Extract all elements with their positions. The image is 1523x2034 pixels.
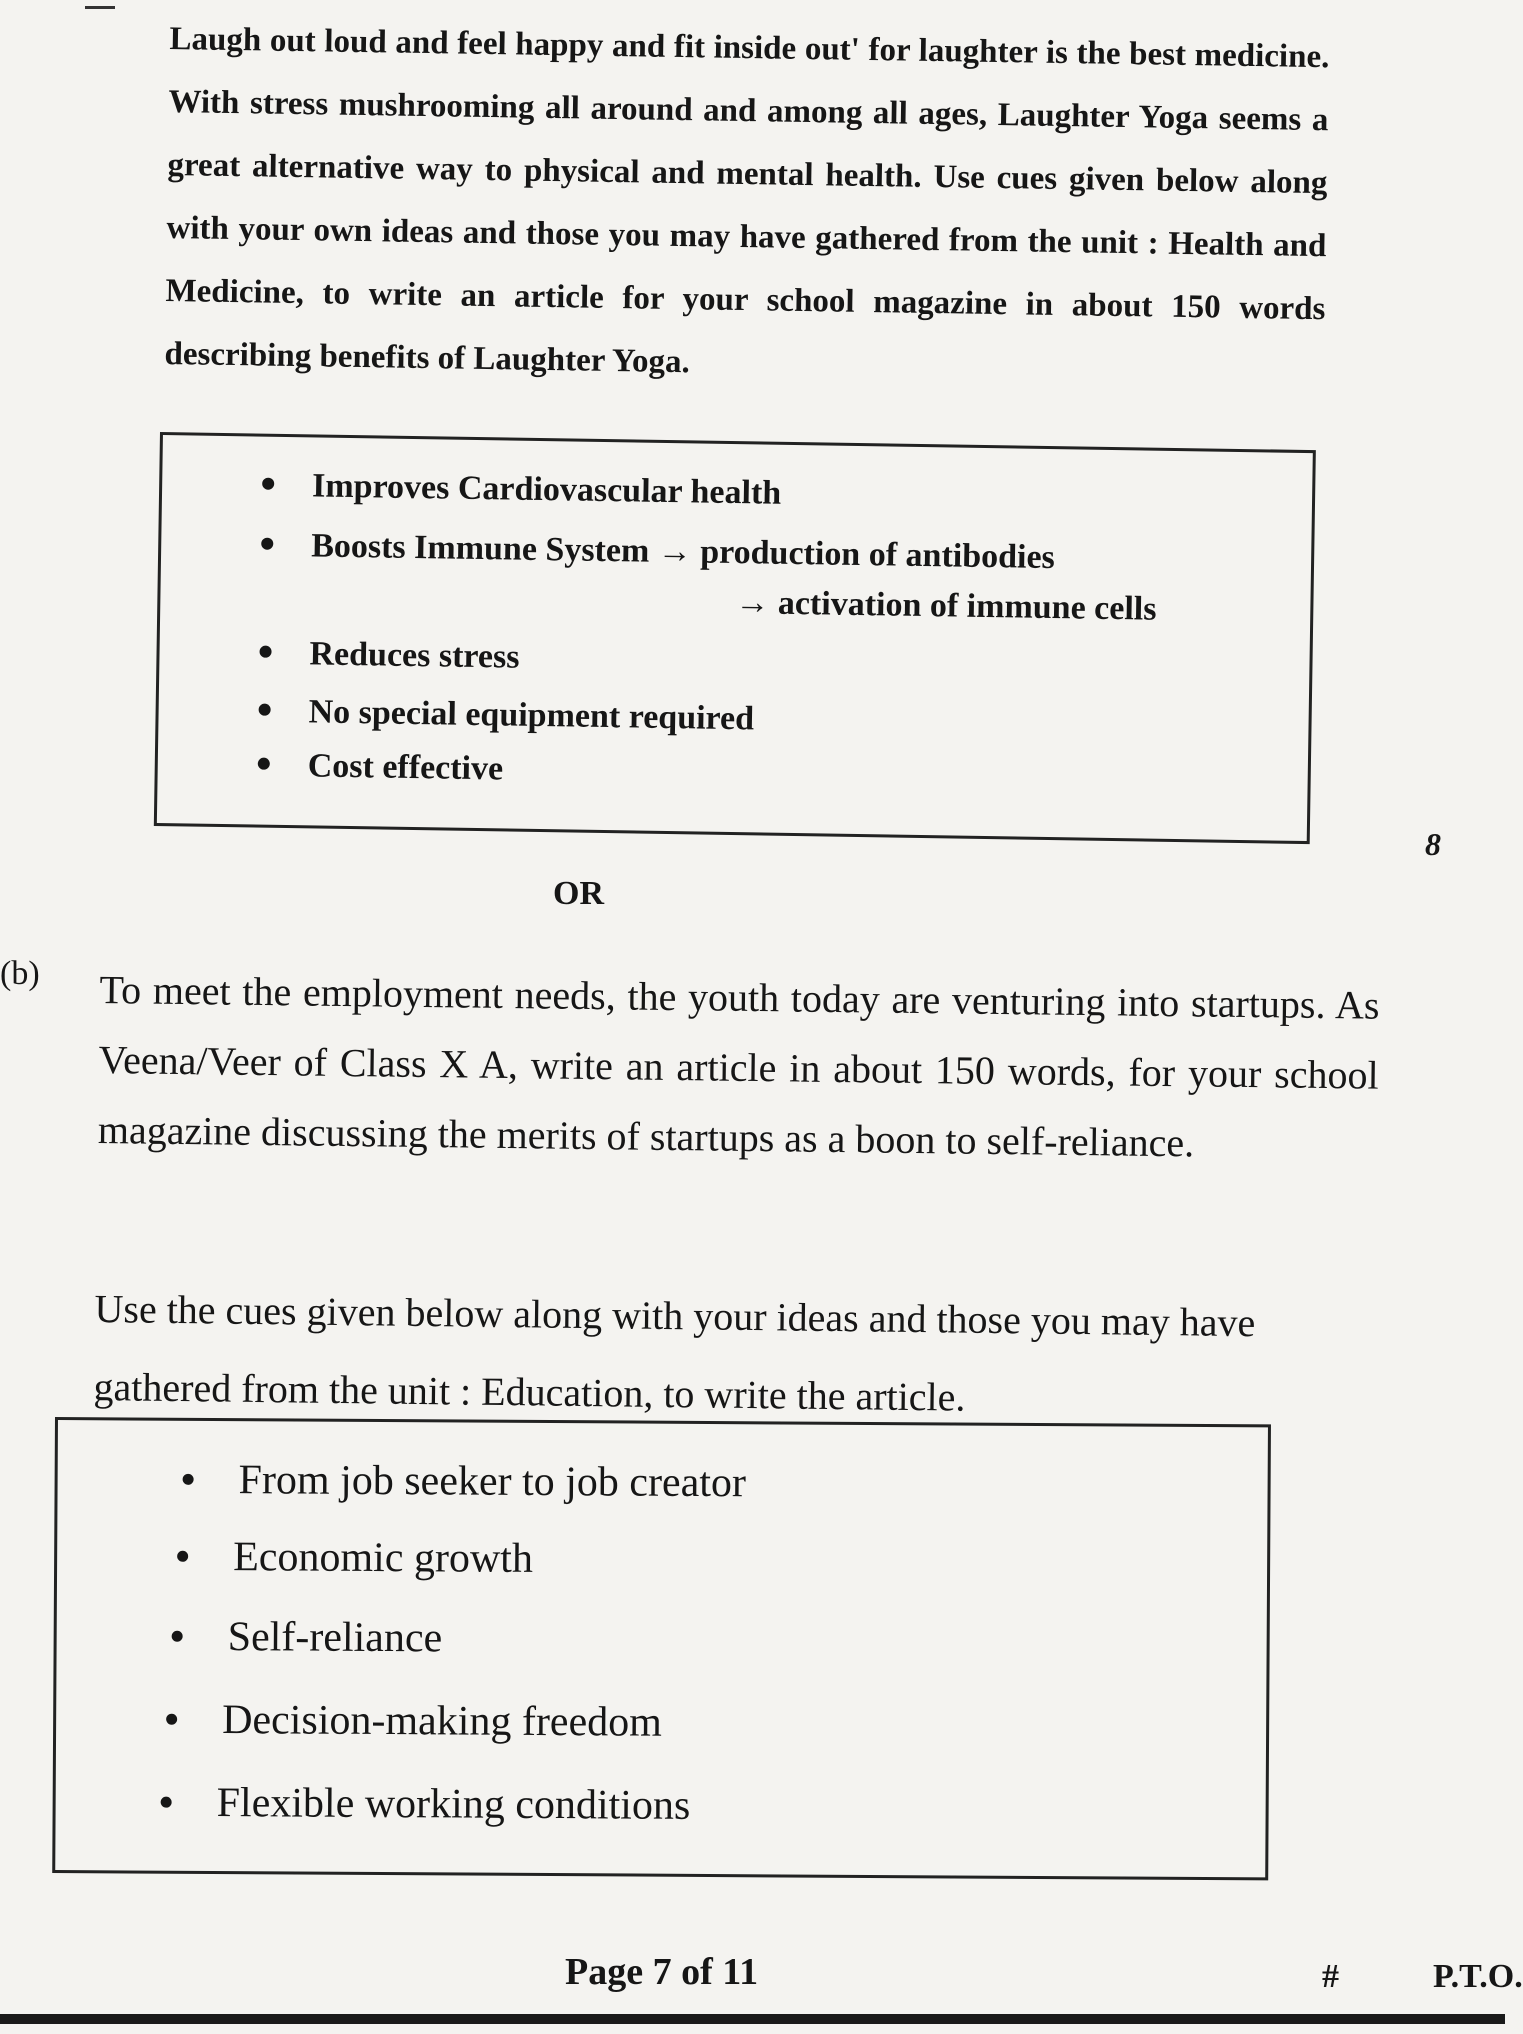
or-separator: OR <box>553 875 604 912</box>
question-a-cue-list <box>163 435 1313 788</box>
bullet-icon <box>183 1474 194 1485</box>
bullet-icon <box>259 646 271 658</box>
question-b-cue-box <box>52 1417 1271 1880</box>
cue-item <box>258 693 754 739</box>
cue-continuation: → activation of immune cells <box>735 584 1157 628</box>
bullet-icon <box>259 704 271 716</box>
question-number-fragment <box>85 0 115 9</box>
question-a-cue-box <box>154 432 1316 844</box>
cue-text: Boosts Immune System → production of antibodies <box>310 527 1056 577</box>
cue-text: Decision-making freedom <box>222 1697 662 1746</box>
bottom-rule <box>0 2014 1505 2024</box>
cue-text: No special equipment required <box>308 693 755 738</box>
cue-item <box>160 1779 690 1830</box>
bullet-icon <box>166 1714 177 1725</box>
cue-text: Economic growth <box>233 1534 534 1582</box>
cue-item <box>166 1696 662 1747</box>
cue-text: Flexible working conditions <box>216 1779 691 1829</box>
bullet-icon <box>161 1797 172 1808</box>
bullet-icon <box>172 1631 183 1642</box>
cue-text: Cost effective <box>307 747 504 788</box>
cue-item <box>182 1456 746 1507</box>
pto-label: P.T.O. <box>1433 1958 1523 1995</box>
cue-item <box>259 635 520 677</box>
cue-text: Reduces stress <box>309 635 520 676</box>
question-b-label: (b) <box>0 955 40 992</box>
bullet-icon <box>261 538 273 550</box>
marks-label: 8 <box>1425 826 1441 862</box>
cue-text: Improves Cardiovascular health <box>311 467 782 512</box>
question-a-paragraph: Laugh out loud and feel happy and fit inside out' for laughter is the best medicine. With stress mushrooming all around and among all ages, Laughter Yoga seems a great alternative way to physical and mental health. Use cues given below along with your own ideas and those you may have gathered from the unit : Health and Medicine, to write an article for your school magazine in about 150 words describing benefits of Laughter Yoga. <box>164 20 1330 381</box>
bullet-icon <box>177 1551 188 1562</box>
cue-item <box>261 527 1055 577</box>
cue-text: From job seeker to job creator <box>238 1457 747 1507</box>
hash-mark: # <box>1322 1958 1339 1995</box>
question-b-paragraph: To meet the employment needs, the youth today are venturing into startups. As Veena/Veer of Class X A, write an article in about 150 words, for your school magazine discussing the merits of startups as a boon to self-reliance. <box>97 966 1380 1166</box>
cue-item <box>257 747 503 789</box>
page-number: Page 7 of 11 <box>565 1951 759 1993</box>
cue-item <box>177 1533 533 1583</box>
cue-text: Self-reliance <box>227 1614 443 1662</box>
question-b-instruction: Use the cues given below along with your ideas and those you may have gathered from the unit : Education, to write the article. <box>93 1285 1256 1420</box>
cue-item <box>262 467 782 513</box>
cue-item <box>172 1613 443 1663</box>
bullet-icon <box>258 758 270 770</box>
bullet-icon <box>262 478 274 490</box>
